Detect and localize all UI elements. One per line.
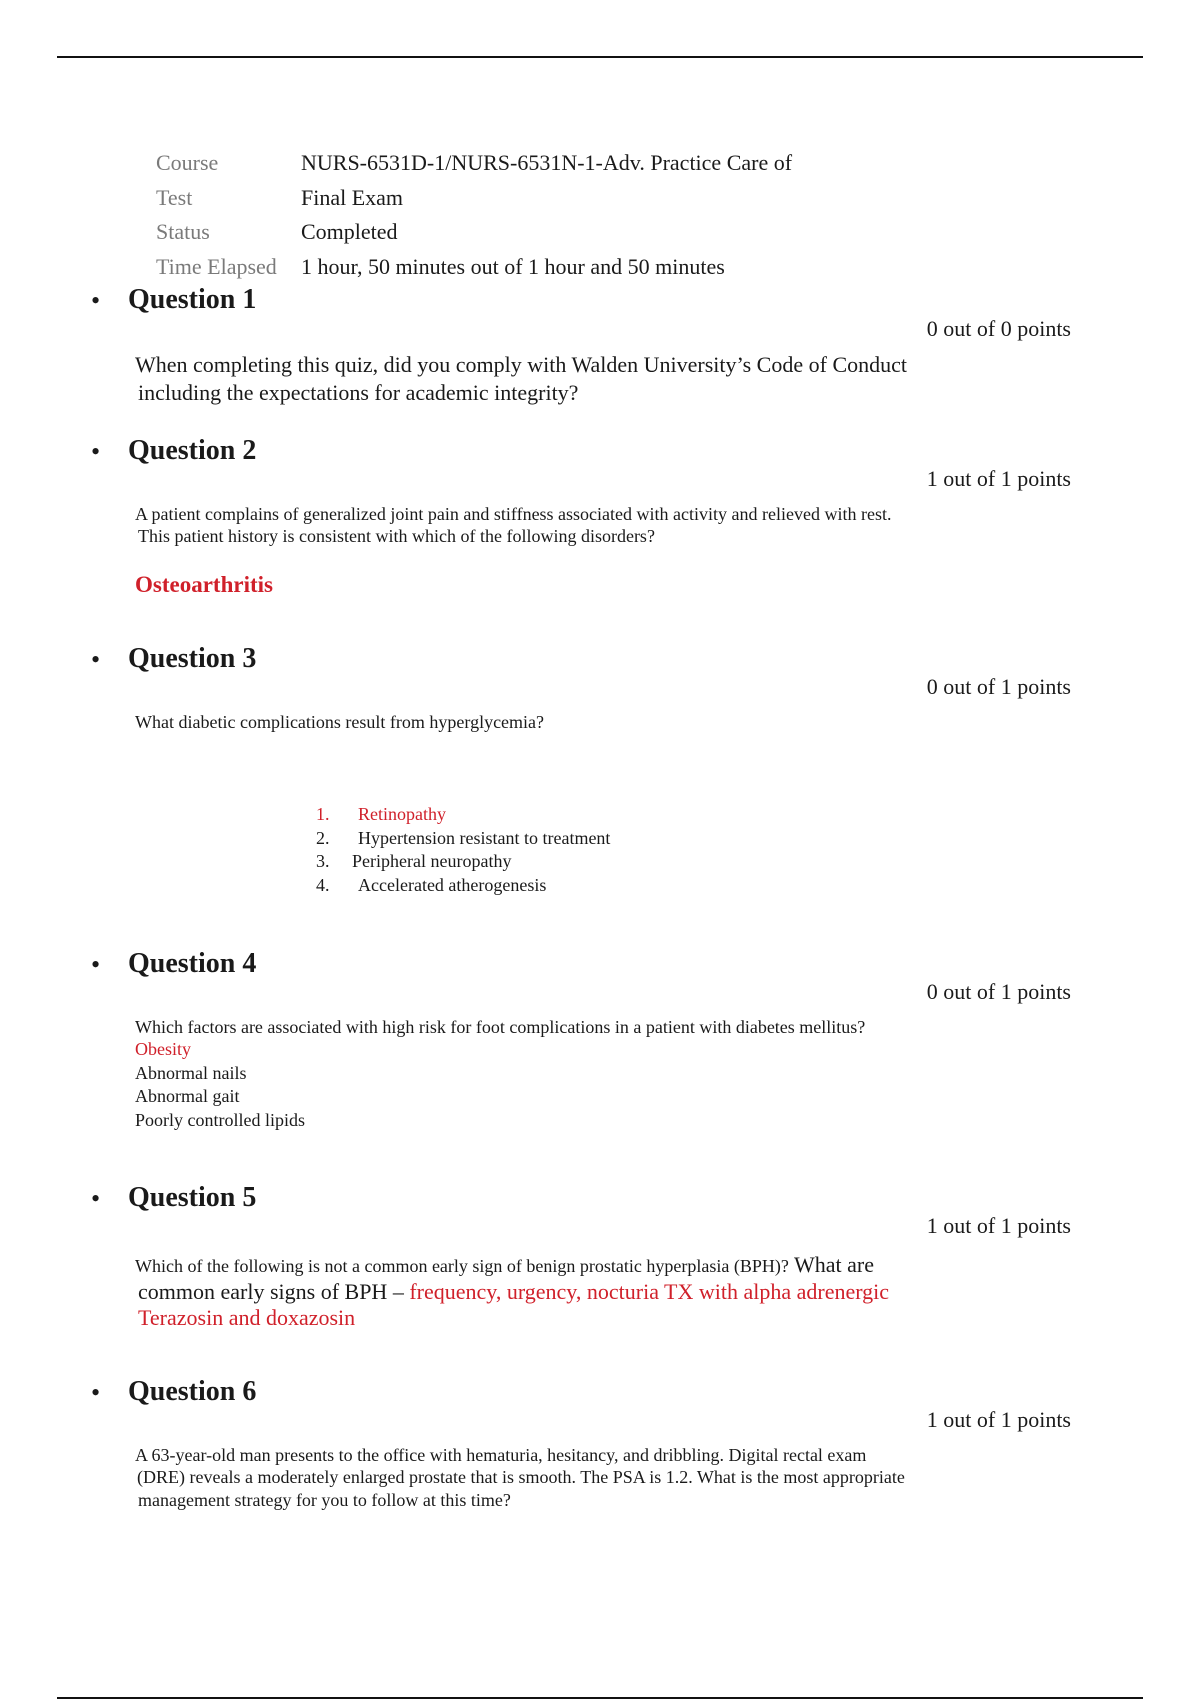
course-row — [156, 146, 792, 181]
answer-option — [316, 874, 610, 898]
question-text-line: (DRE) reveals a moderately enlarged prostate that is smooth. The PSA is 1.2. What is the most appropriate — [137, 1467, 905, 1487]
question-text-line: Which factors are associated with high risk for foot complications in a patient with diabetes mellitus? — [135, 1017, 866, 1037]
bottom-rule — [57, 1697, 1143, 1699]
answer-options-list — [135, 1038, 305, 1132]
answer-option: Abnormal gait — [135, 1086, 240, 1106]
answer-note-highlight: frequency, urgency, nocturia TX with alpha adrenergic — [409, 1279, 890, 1304]
option-number: 3. — [316, 851, 330, 871]
question-score: 0 out of 1 points — [926, 979, 1071, 1004]
question-text: Which of the following is not a common early sign of benign prostatic hyperplasia (BPH)? — [135, 1256, 789, 1276]
option-number: 2. — [316, 827, 330, 848]
answer-note: What are — [788, 1252, 874, 1277]
question-text-line: A 63-year-old man presents to the office with hematuria, hesitancy, and dribbling. Digital rectal exam — [135, 1445, 867, 1465]
bullet-icon: • — [91, 950, 101, 979]
option-number: 4. — [316, 874, 330, 895]
question-title: Question 2 — [128, 435, 257, 466]
option-label: Accelerated atherogenesis — [358, 874, 547, 895]
answer-option — [316, 803, 610, 827]
question-score: 1 out of 1 points — [926, 1407, 1071, 1432]
question-text-line — [135, 1251, 874, 1279]
question-title: Question 1 — [128, 284, 257, 315]
answer-option: Abnormal nails — [135, 1062, 247, 1083]
question-title: Question 6 — [128, 1376, 257, 1407]
time-elapsed-row — [156, 250, 792, 285]
answer-note: common early signs of BPH – — [138, 1279, 410, 1304]
status-value: Completed — [301, 219, 398, 244]
question-text-line: management strategy for you to follow at this time? — [138, 1490, 511, 1510]
question-text-line — [138, 1278, 889, 1306]
option-label: Peripheral neuropathy — [352, 851, 512, 871]
question-score: 1 out of 1 points — [926, 466, 1071, 491]
question-score: 1 out of 1 points — [926, 1213, 1071, 1238]
test-label: Test — [156, 184, 193, 210]
answer-option: Poorly controlled lipids — [135, 1109, 305, 1130]
question-title: Question 4 — [128, 948, 257, 979]
option-label: Hypertension resistant to treatment — [358, 827, 611, 848]
answer-option — [316, 850, 610, 874]
question-title: Question 5 — [128, 1182, 257, 1213]
test-row — [156, 181, 792, 216]
bullet-icon: • — [91, 437, 101, 466]
question-text-line: A patient complains of generalized joint pain and stiffness associated with activity and relieved with rest. — [135, 504, 892, 524]
time-elapsed-label: Time Elapsed — [156, 253, 277, 279]
question-text-line: What diabetic complications result from hyperglycemia? — [135, 712, 545, 732]
test-value: Final Exam — [301, 184, 404, 210]
bullet-icon: • — [91, 1184, 101, 1213]
bullet-icon: • — [91, 286, 101, 315]
status-row — [156, 215, 792, 250]
answer-option: Obesity — [135, 1039, 191, 1059]
option-label: Retinopathy — [358, 804, 446, 824]
top-rule — [57, 56, 1143, 58]
selected-answer: Osteoarthritis — [135, 572, 273, 597]
question-text-line: This patient history is consistent with which of the following disorders? — [138, 526, 655, 546]
time-elapsed-value: 1 hour, 50 minutes out of 1 hour and 50 minutes — [301, 253, 725, 279]
question-title: Question 3 — [128, 643, 257, 674]
course-value: NURS-6531D-1/NURS-6531N-1-Adv. Practice Care of — [301, 150, 793, 175]
question-score: 0 out of 0 points — [926, 316, 1071, 341]
course-label: Course — [156, 150, 219, 175]
question-text-line: including the expectations for academic integrity? — [138, 380, 579, 405]
answer-note-highlight: Terazosin and doxazosin — [138, 1305, 356, 1330]
bullet-icon: • — [91, 1378, 101, 1407]
answer-option — [316, 827, 610, 851]
question-text-line: When completing this quiz, did you comply with Walden University’s Code of Conduct — [135, 352, 907, 377]
test-info-table — [156, 146, 792, 284]
answer-options-list — [316, 803, 610, 897]
question-score: 0 out of 1 points — [926, 674, 1071, 699]
bullet-icon: • — [91, 645, 101, 674]
option-number: 1. — [316, 804, 330, 824]
status-label: Status — [156, 219, 210, 244]
